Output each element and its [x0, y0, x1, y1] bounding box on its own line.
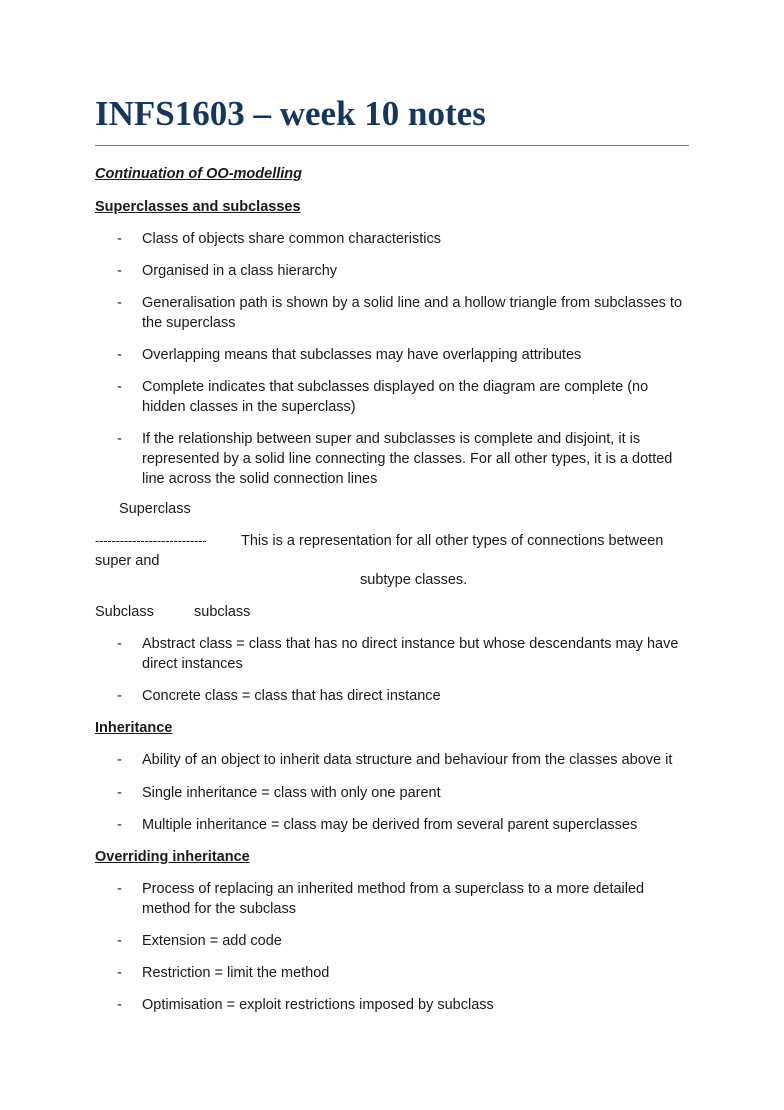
bullet-marker: -	[117, 347, 122, 363]
bullet-marker: -	[117, 933, 122, 949]
bullet-marker: -	[117, 636, 122, 652]
page-title: INFS1603 – week 10 notes	[95, 94, 486, 133]
list-item: Class of objects share common characteristics	[142, 231, 441, 247]
list-item: Abstract class = class that has no direct instance but whose descendants may have direct instances	[142, 636, 679, 672]
list-item: Complete indicates that subclasses displayed on the diagram are complete (no hidden classes in the superclass)	[142, 379, 649, 415]
bullet-marker: -	[117, 688, 122, 704]
dotted-line-text: ---------------------------	[95, 533, 207, 548]
list-item: If the relationship between super and subclasses is complete and disjoint, it is represented by a solid line connecting the classes. For all other types, it is a dotted line across the solid connection lines	[142, 431, 673, 487]
subtitle: Continuation of OO-modelling	[95, 166, 302, 182]
heading-inheritance: Inheritance	[95, 720, 173, 736]
diagram-note-line2: super and	[95, 553, 160, 569]
list-item: Single inheritance = class with only one parent	[142, 785, 441, 801]
heading-overriding-inheritance: Overriding inheritance	[95, 849, 250, 865]
list-item: Optimisation = exploit restrictions imposed by subclass	[142, 997, 494, 1013]
list-item: Organised in a class hierarchy	[142, 263, 338, 279]
bullet-marker: -	[117, 965, 122, 981]
bullet-marker: -	[117, 295, 122, 311]
title-divider	[95, 145, 689, 146]
subclass-label-left: Subclass	[95, 604, 154, 620]
diagram-note-line1: This is a representation for all other types of connections between	[241, 533, 664, 549]
list-item: Overlapping means that subclasses may have overlapping attributes	[142, 347, 582, 363]
list-item: Restriction = limit the method	[142, 965, 330, 981]
list-item: Process of replacing an inherited method from a superclass to a more detailed method for the subclass	[142, 881, 645, 917]
diagram-note-line3: subtype classes.	[360, 572, 468, 588]
list-item: Extension = add code	[142, 933, 282, 949]
bullet-marker: -	[117, 752, 122, 768]
bullet-marker: -	[117, 231, 122, 247]
bullet-marker: -	[117, 263, 122, 279]
bullet-marker: -	[117, 379, 122, 395]
list-item: Generalisation path is shown by a solid line and a hollow triangle from subclasses to the superclass	[142, 295, 683, 331]
heading-superclasses: Superclasses and subclasses	[95, 199, 301, 215]
superclass-label: Superclass	[119, 501, 191, 517]
bullet-marker: -	[117, 881, 122, 897]
bullet-marker: -	[117, 997, 122, 1013]
subclass-label-right: subclass	[194, 604, 251, 620]
bullet-marker: -	[117, 785, 122, 801]
list-item: Concrete class = class that has direct instance	[142, 688, 441, 704]
list-item: Multiple inheritance = class may be derived from several parent superclasses	[142, 817, 638, 833]
list-item: Ability of an object to inherit data structure and behaviour from the classes above it	[142, 752, 673, 768]
bullet-marker: -	[117, 431, 122, 447]
bullet-marker: -	[117, 817, 122, 833]
